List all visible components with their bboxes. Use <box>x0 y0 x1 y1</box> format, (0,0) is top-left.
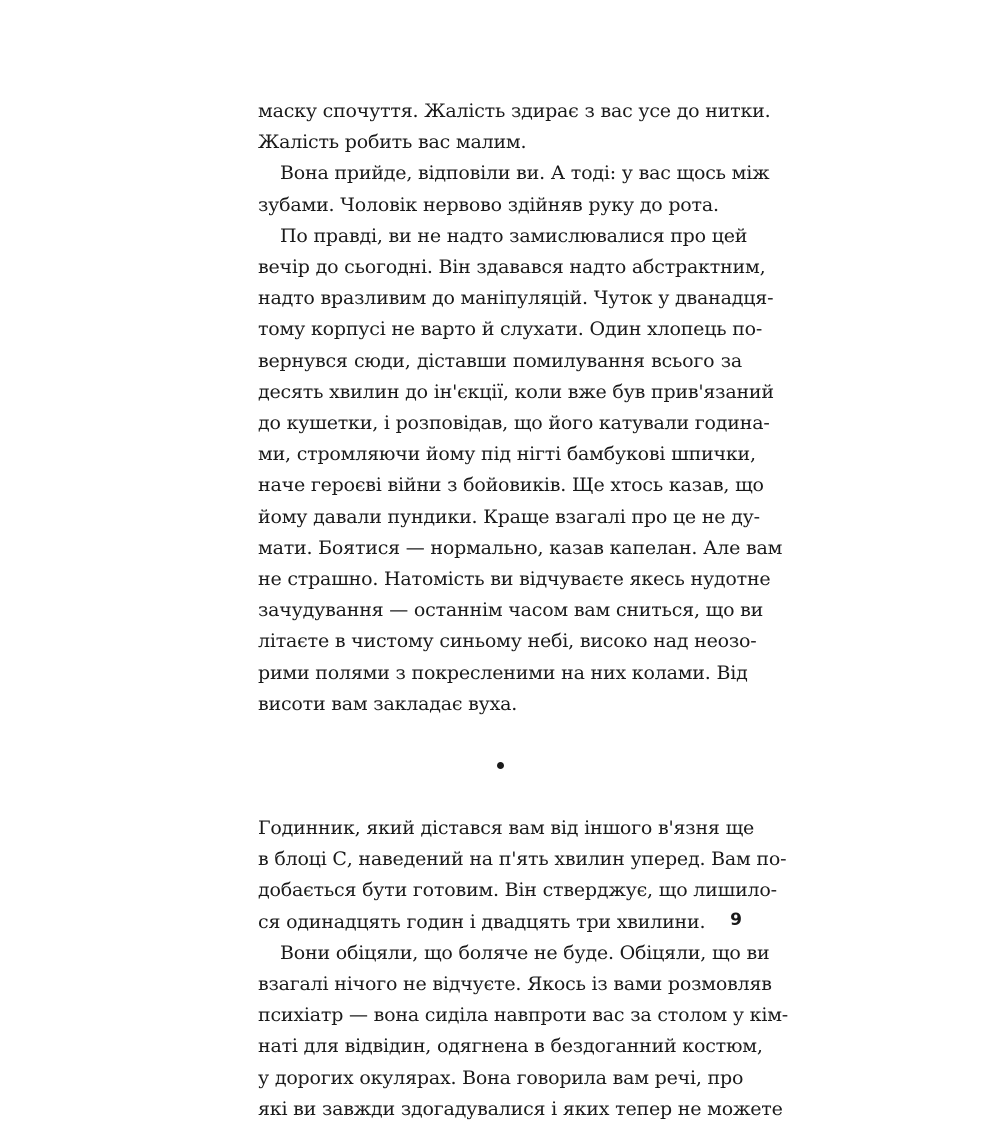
text-line: добається бути готовим. Він стверджує, що лишило- <box>258 879 777 902</box>
paragraph <box>258 158 770 220</box>
paragraph <box>258 813 787 938</box>
text-line: до кушетки, і розповідав, що його катували година- <box>258 412 770 435</box>
text-line: йому давали пундики. Краще взагалі про це не ду- <box>258 505 760 528</box>
text-line: ми, стромляючи йому під нігті бамбукові шпички, <box>258 443 756 466</box>
text-line: маску спочуття. Жалість здирає з вас усе до нитки. <box>258 100 771 122</box>
text-line: надто вразливим до маніпуляцій. Чуток у дванадця- <box>258 287 774 310</box>
paragraph <box>258 221 783 720</box>
text-line: Жалість робить вас малим. <box>258 131 527 154</box>
text-line: ся одинадцять годин і двадцять три хвилини. <box>258 910 706 933</box>
text-line: взагалі нічого не відчуєте. Якось із вами розмовляв <box>258 973 772 996</box>
text-line: в блоці С, наведений на п'ять хвилин уперед. Вам по- <box>258 848 787 871</box>
text-line: які ви завжди здогадувалися і яких тепер не можете <box>258 1097 783 1120</box>
text-line: не страшно. Натомість ви відчуваєте якесь нудотне <box>258 568 771 591</box>
text-line: Годинник, який дістався вам від іншого в'язня ще <box>258 817 755 840</box>
text-line: вернувся сюди, діставши помилування всього за <box>258 349 742 372</box>
text-line: зубами. Чоловік нервово здійняв руку до рота. <box>258 193 719 216</box>
section-separator <box>258 720 742 813</box>
text-line: психіатр — вона сиділа навпроти вас за столом у кім- <box>258 1004 789 1027</box>
text-line: Вона прийде, відповіли ви. А тоді: у вас щось між <box>280 162 770 185</box>
text-line: мати. Боятися — нормально, казав капелан. Але вам <box>258 536 783 559</box>
body-text <box>258 96 789 1125</box>
paragraph <box>258 938 789 1125</box>
bullet-separator-icon <box>497 762 504 769</box>
text-line: Вони обіцяли, що боляче не буде. Обіцяли, що ви <box>280 941 770 964</box>
text-line: зачудування — останнім часом вам сниться, що ви <box>258 599 764 622</box>
text-line: рими полями з покресленими на них колами. Від <box>258 661 748 684</box>
text-line: висоти вам закладає вуха. <box>258 692 518 715</box>
text-line: літаєте в чистому синьому небі, високо над неозо- <box>258 630 757 653</box>
text-line: десять хвилин до ін'єкції, коли вже був прив'язаний <box>258 380 774 403</box>
text-line: По правді, ви не надто замислювалися про цей <box>280 224 748 247</box>
text-line: наче героєві війни з бойовиків. Ще хтось казав, що <box>258 474 764 497</box>
text-line: у дорогих окулярах. Вона говорила вам речі, про <box>258 1066 744 1089</box>
text-line: тому корпусі не варто й слухати. Один хлопець по- <box>258 318 763 341</box>
text-line: наті для відвідин, одягнена в бездоганний костюм, <box>258 1035 763 1058</box>
paragraph <box>258 96 771 158</box>
page-number: 9 <box>730 910 742 930</box>
text-line: вечір до сьогодні. Він здавався надто абстрактним, <box>258 256 766 279</box>
